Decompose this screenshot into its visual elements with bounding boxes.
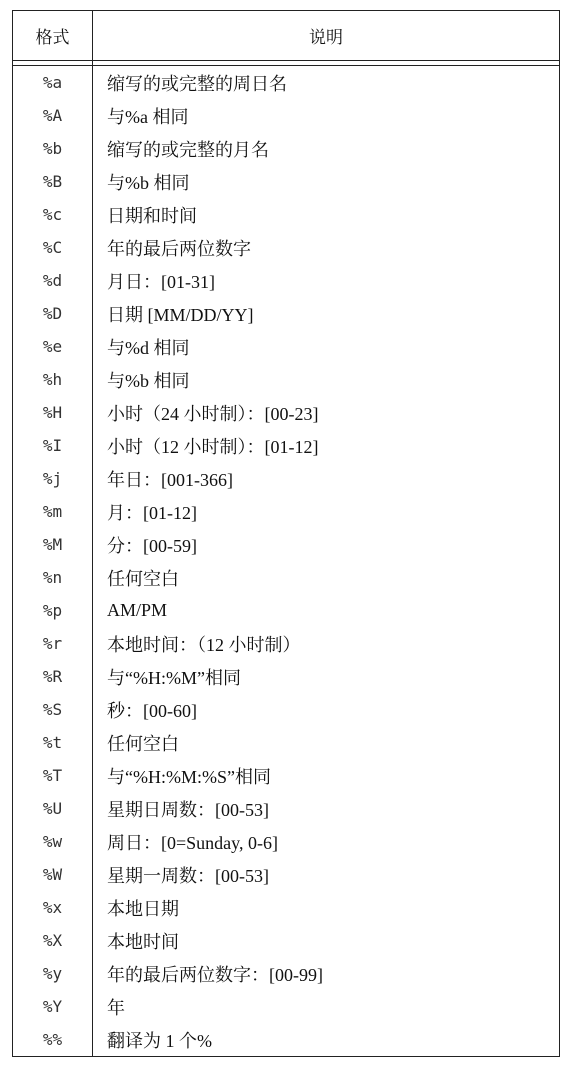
table-body — [13, 66, 559, 1056]
format-code-cell: %B — [13, 165, 93, 198]
format-code-cell: %p — [13, 594, 93, 627]
format-code-cell: %S — [13, 693, 93, 726]
table-row — [13, 825, 559, 858]
format-code-cell: %A — [13, 99, 93, 132]
description-cell: 星期一周数：[00-53] — [107, 865, 269, 886]
format-code-cell: %H — [13, 396, 93, 429]
format-code-cell: %W — [13, 858, 93, 891]
description-cell: 缩写的或完整的月名 — [107, 139, 269, 160]
table-row — [13, 462, 559, 495]
table-row — [13, 495, 559, 528]
description-cell: 日期和时间 — [107, 205, 197, 226]
description-cell: 任何空白 — [107, 733, 179, 754]
table-row — [13, 561, 559, 594]
description-cell: 年的最后两位数字 — [107, 238, 251, 259]
format-code-cell: %I — [13, 429, 93, 462]
table-row — [13, 759, 559, 792]
format-code-cell: %R — [13, 660, 93, 693]
description-cell: AM/PM — [107, 600, 168, 620]
description-cell: 年的最后两位数字：[00-99] — [107, 964, 323, 985]
format-code-cell: %a — [13, 66, 93, 99]
description-cell: 翻译为 1 个% — [107, 1030, 212, 1051]
format-code-cell: %X — [13, 924, 93, 957]
format-code-cell: %e — [13, 330, 93, 363]
table-row — [13, 363, 559, 396]
description-cell: 与%d 相同 — [107, 337, 190, 358]
description-cell: 本地日期 — [107, 898, 179, 919]
table-row — [13, 297, 559, 330]
table-row — [13, 396, 559, 429]
description-cell: 缩写的或完整的周日名 — [107, 73, 287, 94]
format-code-cell: %T — [13, 759, 93, 792]
format-code-cell: %x — [13, 891, 93, 924]
description-cell: 与“%H:%M”相同 — [107, 667, 241, 688]
description-cell: 星期日周数：[00-53] — [107, 799, 269, 820]
format-code-cell: %m — [13, 495, 93, 528]
table-row — [13, 99, 559, 132]
table-row — [13, 429, 559, 462]
table-row — [13, 627, 559, 660]
format-code-cell: %j — [13, 462, 93, 495]
description-cell: 年 — [107, 997, 125, 1018]
format-code-cell: %t — [13, 726, 93, 759]
table-row — [13, 957, 559, 990]
table-row — [13, 891, 559, 924]
format-code-cell: %c — [13, 198, 93, 231]
table-row — [13, 792, 559, 825]
format-code-cell: %U — [13, 792, 93, 825]
format-code-cell: %C — [13, 231, 93, 264]
table-row — [13, 264, 559, 297]
table-row — [13, 231, 559, 264]
table-row — [13, 990, 559, 1023]
description-cell: 与%a 相同 — [107, 106, 189, 127]
header-format: 格式 — [13, 11, 93, 60]
table-row — [13, 330, 559, 363]
format-code-cell: %% — [13, 1023, 93, 1056]
table-row — [13, 924, 559, 957]
description-cell: 本地时间：（12 小时制） — [107, 634, 301, 655]
description-cell: 小时（24 小时制）：[00-23] — [107, 403, 319, 424]
format-code-cell: %h — [13, 363, 93, 396]
description-cell: 与%b 相同 — [107, 172, 190, 193]
table-row — [13, 198, 559, 231]
format-code-cell: %d — [13, 264, 93, 297]
format-code-cell: %r — [13, 627, 93, 660]
description-cell: 月日：[01-31] — [107, 271, 215, 292]
table-row — [13, 132, 559, 165]
format-code-cell: %y — [13, 957, 93, 990]
description-cell: 与%b 相同 — [107, 370, 190, 391]
format-code-cell: %n — [13, 561, 93, 594]
table-row — [13, 594, 559, 627]
table-row — [13, 726, 559, 759]
format-code-cell: %Y — [13, 990, 93, 1023]
table-row — [13, 66, 559, 99]
description-cell: 小时（12 小时制）：[01-12] — [107, 436, 319, 457]
description-cell: 日期 [MM/DD/YY] — [107, 304, 254, 325]
format-code-cell: %b — [13, 132, 93, 165]
description-cell: 年日：[001-366] — [107, 469, 233, 490]
description-cell: 与“%H:%M:%S”相同 — [107, 766, 271, 787]
format-code-cell: %M — [13, 528, 93, 561]
table-row — [13, 693, 559, 726]
format-code-cell: %D — [13, 297, 93, 330]
description-cell: 本地时间 — [107, 931, 179, 952]
description-cell: 任何空白 — [107, 568, 179, 589]
table-row — [13, 1023, 559, 1056]
table-row — [13, 165, 559, 198]
header-description: 说明 — [309, 28, 343, 49]
description-cell: 月：[01-12] — [107, 502, 197, 523]
table-row — [13, 660, 559, 693]
description-cell: 分：[00-59] — [107, 535, 197, 556]
description-cell: 秒：[00-60] — [107, 700, 197, 721]
table-row — [13, 528, 559, 561]
format-code-cell: %w — [13, 825, 93, 858]
table-header — [13, 11, 559, 61]
format-table — [12, 10, 560, 1057]
table-row — [13, 858, 559, 891]
description-cell: 周日：[0=Sunday, 0-6] — [107, 832, 278, 853]
